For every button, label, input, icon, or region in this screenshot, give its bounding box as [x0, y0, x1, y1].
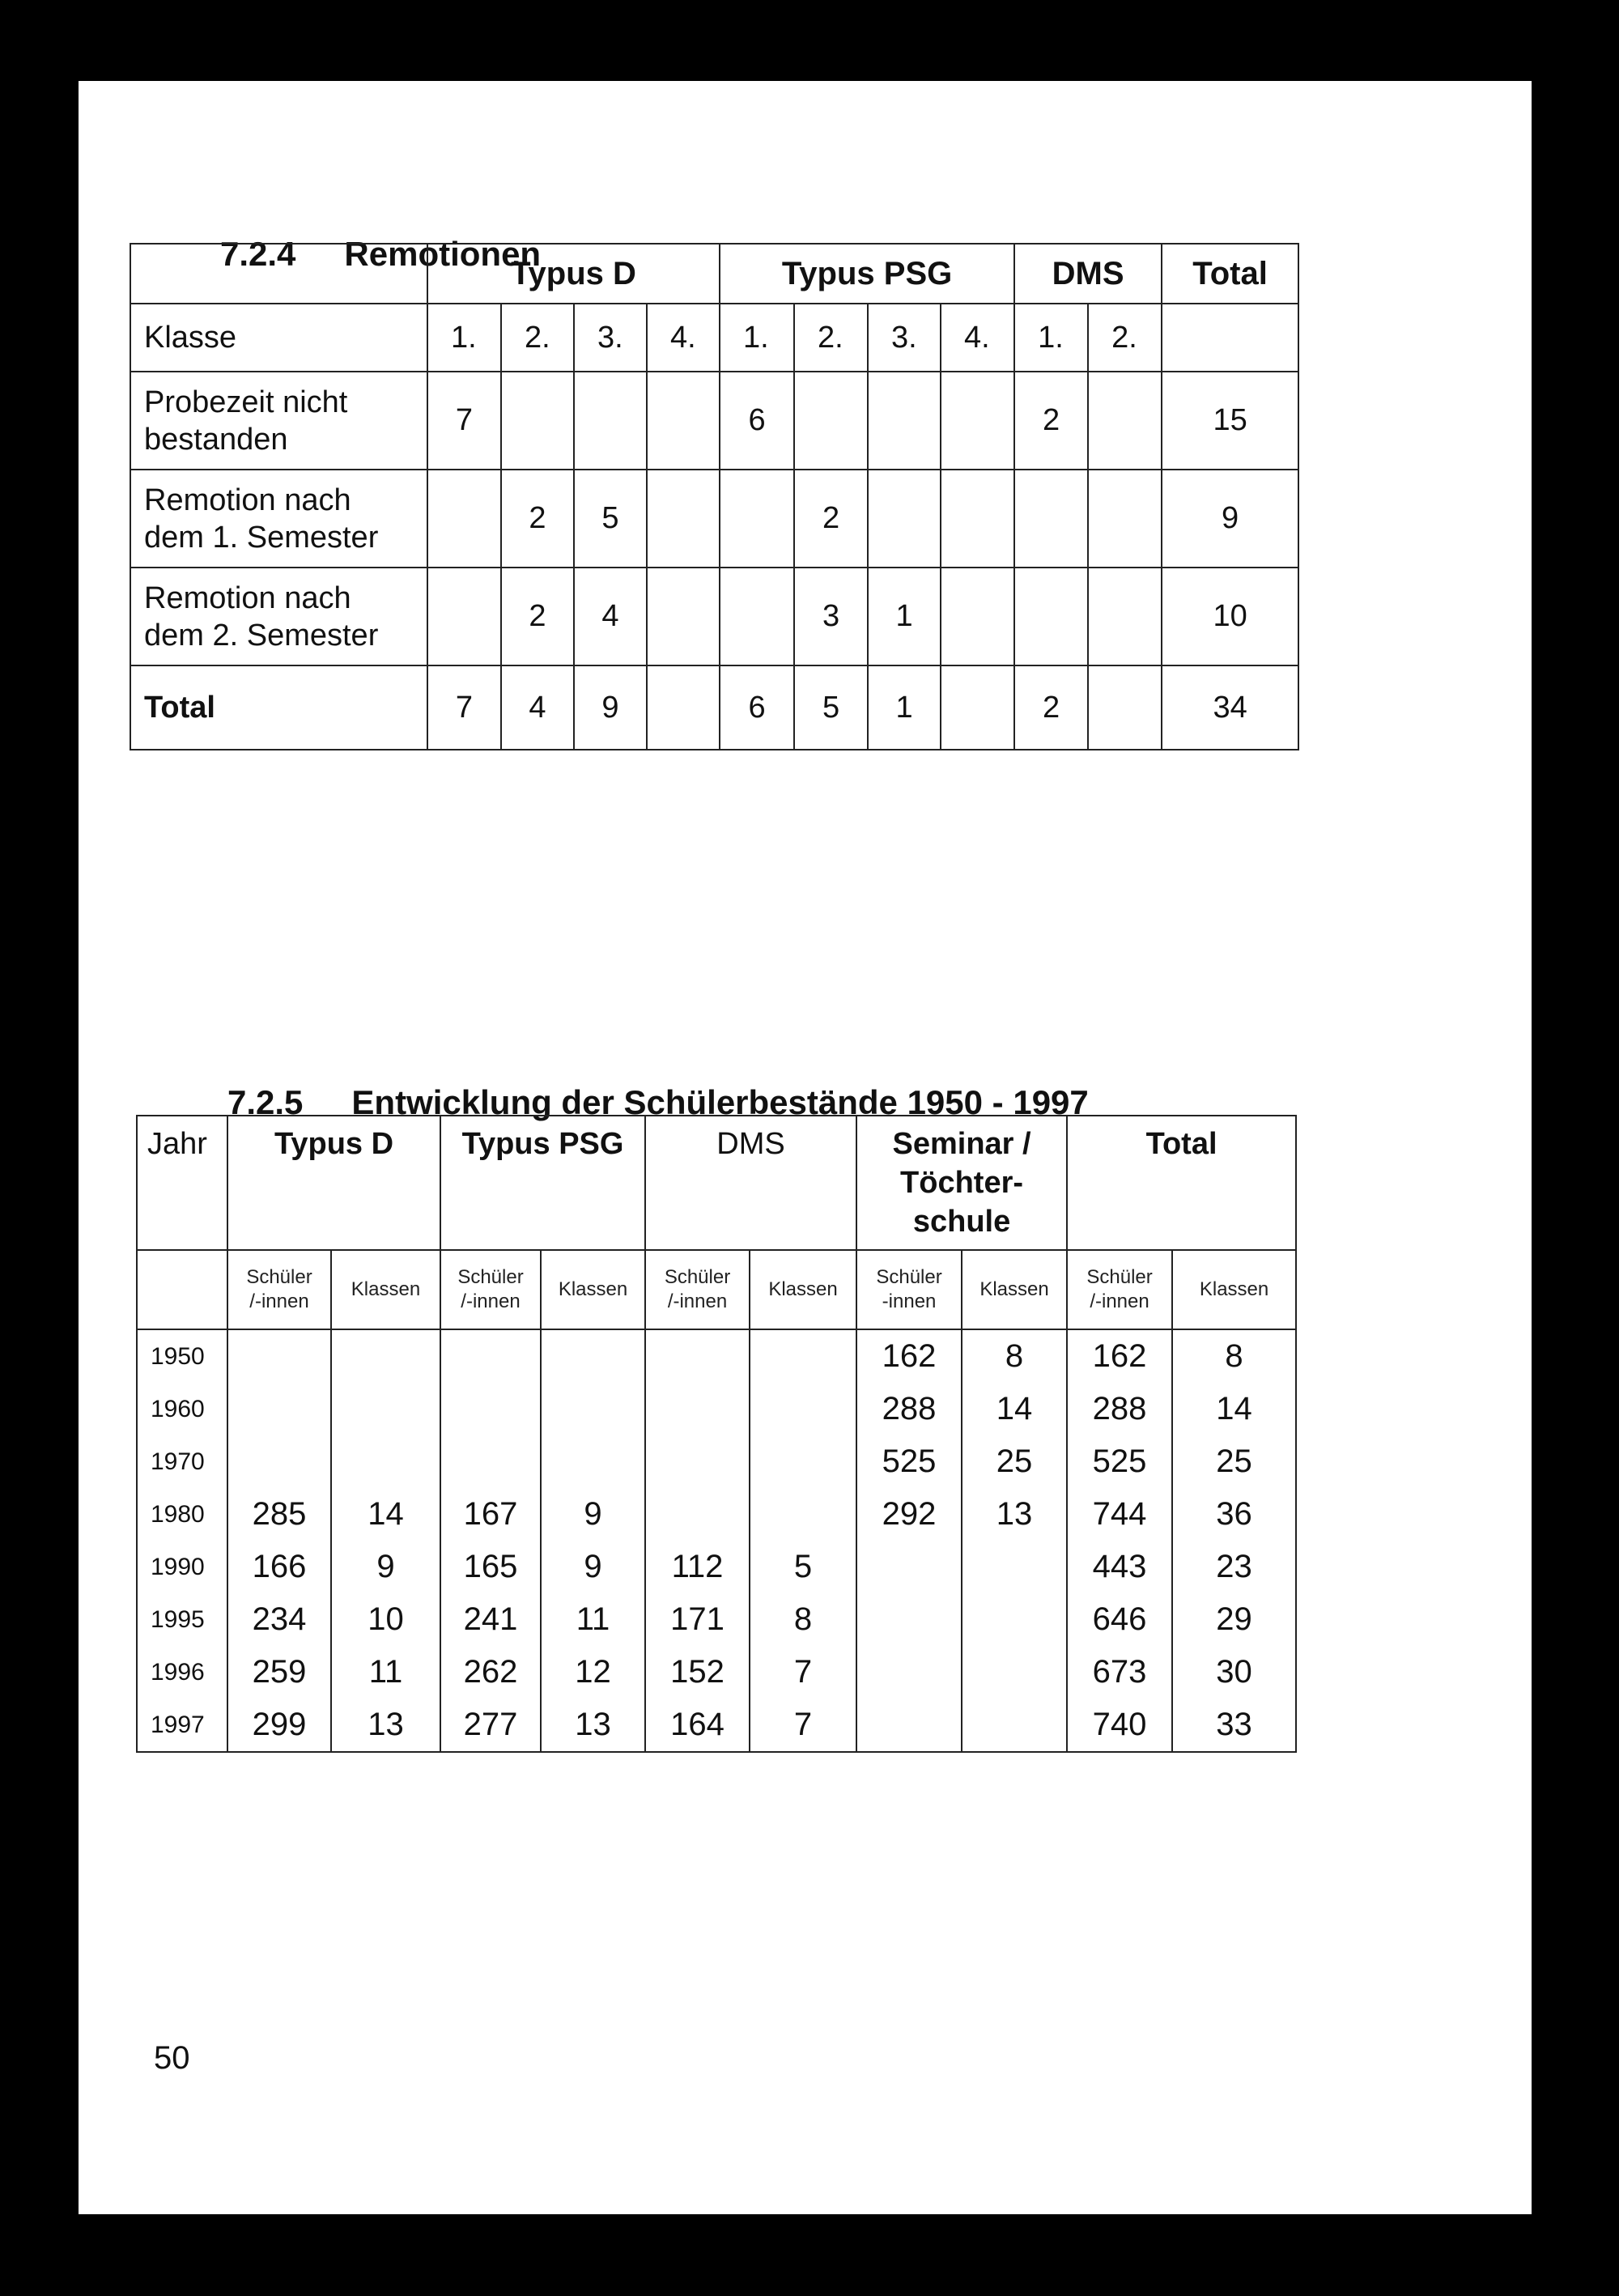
klassen-subheader: Klassen: [331, 1250, 440, 1329]
section-title: Remotionen: [344, 235, 542, 273]
schueler-subheader: [645, 1250, 750, 1329]
value-cell: 3: [794, 568, 868, 665]
value-cell: [1088, 372, 1162, 470]
row-label: [130, 372, 427, 470]
value-cell: 11: [331, 1646, 440, 1699]
subheader-line2: /-innen: [461, 1290, 521, 1312]
value-cell: [541, 1329, 645, 1383]
value-cell: 525: [1067, 1435, 1172, 1488]
value-cell: 25: [1172, 1435, 1296, 1488]
klasse-row: [130, 304, 1298, 372]
value-cell: 7: [750, 1699, 856, 1752]
value-cell: 2: [501, 568, 574, 665]
value-cell: 10: [331, 1593, 440, 1646]
value-cell: [962, 1541, 1067, 1593]
table-row: [137, 1541, 1296, 1593]
value-cell: 7: [427, 665, 501, 750]
subheader-row: [137, 1250, 1296, 1329]
subheader-line1: Schüler: [876, 1266, 942, 1288]
year-cell: 1990: [137, 1541, 227, 1593]
value-cell: 13: [331, 1699, 440, 1752]
schuelerbestaende-table: [136, 1115, 1297, 1753]
value-cell: 14: [962, 1383, 1067, 1435]
value-cell: 525: [856, 1435, 962, 1488]
total-cell: 9: [1162, 470, 1298, 568]
value-cell: 162: [856, 1329, 962, 1383]
group-typus-psg: Typus PSG: [440, 1116, 645, 1250]
value-cell: [574, 372, 647, 470]
value-cell: [645, 1488, 750, 1541]
value-cell: 9: [541, 1488, 645, 1541]
value-cell: 167: [440, 1488, 541, 1541]
value-cell: [750, 1435, 856, 1488]
section-title: Entwicklung der Schülerbestände 1950 - 1997: [351, 1083, 1089, 1121]
klassen-subheader: Klassen: [962, 1250, 1067, 1329]
value-cell: 288: [1067, 1383, 1172, 1435]
value-cell: [331, 1435, 440, 1488]
year-cell: 1995: [137, 1593, 227, 1646]
jahr-header: Jahr: [137, 1116, 227, 1250]
row-label-line1: Remotion nach: [144, 483, 351, 517]
value-cell: 2: [794, 470, 868, 568]
value-cell: [647, 372, 720, 470]
value-cell: [440, 1435, 541, 1488]
value-cell: [962, 1593, 1067, 1646]
value-cell: [227, 1329, 331, 1383]
subheader-line1: Schüler: [246, 1266, 312, 1288]
table-row: [137, 1593, 1296, 1646]
value-cell: 259: [227, 1646, 331, 1699]
value-cell: [541, 1383, 645, 1435]
value-cell: [1088, 470, 1162, 568]
year-cell: 1980: [137, 1488, 227, 1541]
schueler-subheader: [1067, 1250, 1172, 1329]
row-label-line1: Probezeit nicht: [144, 385, 348, 419]
table-row: [137, 1329, 1296, 1383]
empty-corner-cell: [130, 244, 427, 304]
value-cell: 14: [331, 1488, 440, 1541]
klasse-label: Klasse: [130, 304, 427, 372]
value-cell: [440, 1383, 541, 1435]
value-cell: 6: [720, 665, 794, 750]
value-cell: 25: [962, 1435, 1067, 1488]
value-cell: 5: [750, 1541, 856, 1593]
value-cell: 8: [750, 1593, 856, 1646]
value-cell: 9: [331, 1541, 440, 1593]
table-row: [137, 1488, 1296, 1541]
year-cell: 1970: [137, 1435, 227, 1488]
year-cell: 1960: [137, 1383, 227, 1435]
value-cell: [720, 470, 794, 568]
value-cell: [1014, 568, 1088, 665]
total-cell: 15: [1162, 372, 1298, 470]
subheader-line1: Schüler: [457, 1266, 524, 1288]
subheader-line2: -innen: [882, 1290, 937, 1312]
klasse-cell: 3.: [574, 304, 647, 372]
table-row: [130, 568, 1298, 665]
subheader-line2: /-innen: [249, 1290, 309, 1312]
value-cell: 33: [1172, 1699, 1296, 1752]
group-dms: DMS: [1014, 244, 1162, 304]
row-label: [130, 470, 427, 568]
value-cell: [1088, 665, 1162, 750]
value-cell: [962, 1646, 1067, 1699]
klassen-subheader: Klassen: [1172, 1250, 1296, 1329]
value-cell: 8: [1172, 1329, 1296, 1383]
value-cell: [501, 372, 574, 470]
value-cell: 4: [574, 568, 647, 665]
value-cell: 164: [645, 1699, 750, 1752]
value-cell: [645, 1435, 750, 1488]
value-cell: 2: [1014, 665, 1088, 750]
table-row: [137, 1435, 1296, 1488]
schueler-subheader: [856, 1250, 962, 1329]
row-label-line2: bestanden: [144, 422, 288, 457]
value-cell: [868, 470, 941, 568]
schueler-subheader: [440, 1250, 541, 1329]
row-label-line2: dem 2. Semester: [144, 618, 379, 653]
value-cell: [1014, 470, 1088, 568]
klasse-cell: 3.: [868, 304, 941, 372]
value-cell: 14: [1172, 1383, 1296, 1435]
subheader-line2: /-innen: [667, 1290, 728, 1312]
group-typus-psg: Typus PSG: [720, 244, 1014, 304]
value-cell: [331, 1383, 440, 1435]
value-cell: [941, 470, 1014, 568]
value-cell: [941, 372, 1014, 470]
section-number: 7.2.4: [220, 235, 296, 273]
klassen-subheader: Klassen: [541, 1250, 645, 1329]
value-cell: [427, 568, 501, 665]
value-cell: 13: [962, 1488, 1067, 1541]
value-cell: [856, 1646, 962, 1699]
value-cell: 12: [541, 1646, 645, 1699]
value-cell: [750, 1329, 856, 1383]
group-seminar: [856, 1116, 1067, 1250]
value-cell: 9: [574, 665, 647, 750]
total-row: [130, 665, 1298, 750]
remotionen-table: [130, 243, 1299, 750]
klasse-cell: 2.: [794, 304, 868, 372]
table-row: [130, 372, 1298, 470]
value-cell: [856, 1541, 962, 1593]
subheader-line2: /-innen: [1090, 1290, 1149, 1312]
value-cell: 5: [574, 470, 647, 568]
value-cell: 292: [856, 1488, 962, 1541]
value-cell: [720, 568, 794, 665]
row-label: [130, 568, 427, 665]
year-cell: 1950: [137, 1329, 227, 1383]
value-cell: 11: [541, 1593, 645, 1646]
klasse-cell: 4.: [941, 304, 1014, 372]
group-dms: DMS: [645, 1116, 856, 1250]
value-cell: [647, 470, 720, 568]
klasse-cell-empty: [1162, 304, 1298, 372]
value-cell: 2: [1014, 372, 1088, 470]
seminar-line2: Töchter-: [900, 1166, 1024, 1200]
page-number: 50: [154, 2040, 190, 2076]
value-cell: 241: [440, 1593, 541, 1646]
schueler-subheader: [227, 1250, 331, 1329]
year-cell: 1997: [137, 1699, 227, 1752]
value-cell: [750, 1488, 856, 1541]
value-cell: 299: [227, 1699, 331, 1752]
table-row: [137, 1383, 1296, 1435]
value-cell: 7: [427, 372, 501, 470]
value-cell: 9: [541, 1541, 645, 1593]
klasse-cell: 2.: [501, 304, 574, 372]
value-cell: [856, 1699, 962, 1752]
value-cell: 152: [645, 1646, 750, 1699]
value-cell: 23: [1172, 1541, 1296, 1593]
value-cell: [227, 1435, 331, 1488]
value-cell: 288: [856, 1383, 962, 1435]
value-cell: [645, 1329, 750, 1383]
group-total: Total: [1162, 244, 1298, 304]
group-header-row: [137, 1116, 1296, 1250]
seminar-line1: Seminar /: [892, 1127, 1031, 1161]
total-label: Total: [130, 665, 427, 750]
value-cell: [647, 568, 720, 665]
value-cell: 165: [440, 1541, 541, 1593]
value-cell: [227, 1383, 331, 1435]
value-cell: [941, 665, 1014, 750]
value-cell: 740: [1067, 1699, 1172, 1752]
value-cell: 30: [1172, 1646, 1296, 1699]
value-cell: 443: [1067, 1541, 1172, 1593]
value-cell: 7: [750, 1646, 856, 1699]
group-header-row: [130, 244, 1298, 304]
value-cell: 234: [227, 1593, 331, 1646]
value-cell: [541, 1435, 645, 1488]
subheader-line1: Schüler: [1086, 1266, 1153, 1288]
klasse-cell: 1.: [1014, 304, 1088, 372]
table-row: [130, 470, 1298, 568]
value-cell: 744: [1067, 1488, 1172, 1541]
group-typus-d: Typus D: [427, 244, 720, 304]
value-cell: [645, 1383, 750, 1435]
value-cell: 1: [868, 665, 941, 750]
value-cell: 2: [501, 470, 574, 568]
total-cell: 10: [1162, 568, 1298, 665]
value-cell: [941, 568, 1014, 665]
value-cell: 162: [1067, 1329, 1172, 1383]
value-cell: 29: [1172, 1593, 1296, 1646]
year-cell: 1996: [137, 1646, 227, 1699]
seminar-line3: schule: [912, 1205, 1011, 1239]
value-cell: 36: [1172, 1488, 1296, 1541]
section-number: 7.2.5: [227, 1083, 304, 1121]
subheader-line1: Schüler: [664, 1266, 731, 1288]
value-cell: 6: [720, 372, 794, 470]
row-label-line1: Remotion nach: [144, 580, 351, 615]
value-cell: 277: [440, 1699, 541, 1752]
value-cell: 262: [440, 1646, 541, 1699]
value-cell: 673: [1067, 1646, 1172, 1699]
value-cell: [427, 470, 501, 568]
table-row: [137, 1646, 1296, 1699]
value-cell: [440, 1329, 541, 1383]
value-cell: 8: [962, 1329, 1067, 1383]
klasse-cell: 1.: [720, 304, 794, 372]
value-cell: [647, 665, 720, 750]
value-cell: [868, 372, 941, 470]
value-cell: [331, 1329, 440, 1383]
group-total: Total: [1067, 1116, 1296, 1250]
value-cell: 166: [227, 1541, 331, 1593]
value-cell: 5: [794, 665, 868, 750]
value-cell: [750, 1383, 856, 1435]
value-cell: [794, 372, 868, 470]
value-cell: 285: [227, 1488, 331, 1541]
klassen-subheader: Klassen: [750, 1250, 856, 1329]
value-cell: 646: [1067, 1593, 1172, 1646]
total-cell: 34: [1162, 665, 1298, 750]
empty-subheader-cell: [137, 1250, 227, 1329]
klasse-cell: 2.: [1088, 304, 1162, 372]
group-typus-d: Typus D: [227, 1116, 440, 1250]
value-cell: [856, 1593, 962, 1646]
value-cell: 4: [501, 665, 574, 750]
klasse-cell: 4.: [647, 304, 720, 372]
klasse-cell: 1.: [427, 304, 501, 372]
table-row: [137, 1699, 1296, 1752]
value-cell: 1: [868, 568, 941, 665]
value-cell: 171: [645, 1593, 750, 1646]
value-cell: [962, 1699, 1067, 1752]
value-cell: [1088, 568, 1162, 665]
data-rows: [137, 1329, 1296, 1752]
value-cell: 13: [541, 1699, 645, 1752]
value-cell: 112: [645, 1541, 750, 1593]
row-label-line2: dem 1. Semester: [144, 520, 379, 555]
